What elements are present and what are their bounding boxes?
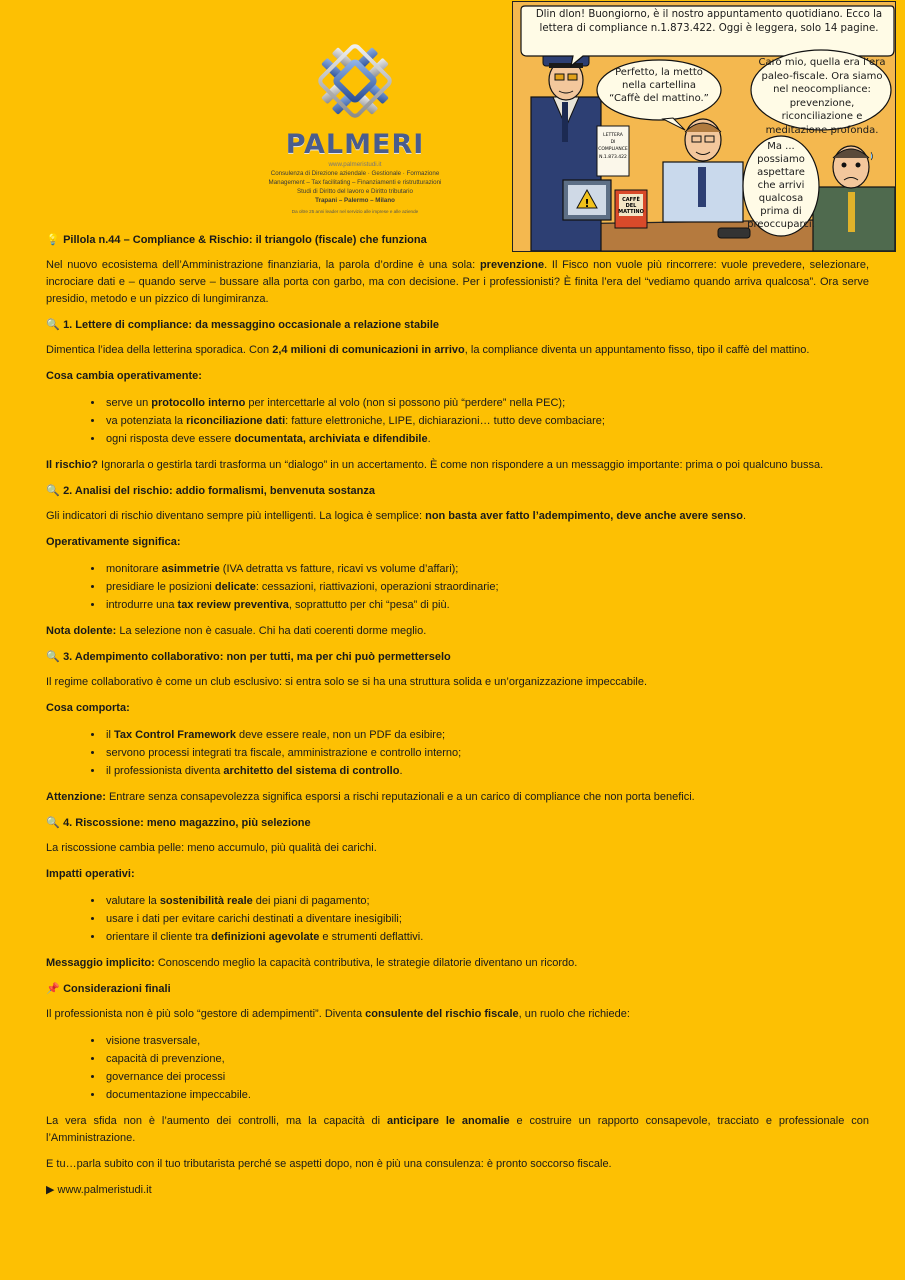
section-1-note: Il rischio? Ignorarla o gestirla tardi trasforma un “dialogo” in un accertamento. È come non rispondere a un messaggio importante: prima o poi qualcuno bussa. xyxy=(46,459,824,471)
list-item: • presidiare le posizioni delicate: cessazioni, riattivazioni, operazioni straordinarie; xyxy=(104,578,869,596)
play-arrow-icon: ▶ xyxy=(46,1184,55,1196)
lightbulb-icon: 💡 xyxy=(46,234,60,246)
speech-bubble-middle: Perfetto, la metto nella cartellina “Caffè del mattino.” xyxy=(609,67,709,104)
magnifier-icon: 🔍 xyxy=(46,319,60,331)
section-1-subheading: Cosa cambia operativamente: xyxy=(46,370,202,382)
logo-line-3: Studi di Diritto del lavoro e Diritto tributario xyxy=(297,188,413,195)
svg-text:CAFFÈ: CAFFÈ xyxy=(622,197,640,203)
article-body xyxy=(46,232,869,1208)
pushpin-icon: 📌 xyxy=(46,983,60,995)
section-2-list xyxy=(46,560,869,614)
svg-text:MATTINO: MATTINO xyxy=(618,209,644,215)
magnifier-icon: 🔍 xyxy=(46,485,60,497)
logo-line-2: Management – Tax facilitating – Finanziamenti e ristrutturazioni xyxy=(268,179,442,186)
list-item: • governance dei processi xyxy=(104,1068,869,1086)
section-3-paragraph: Il regime collaborativo è come un club esclusivo: si entra solo se si ha una struttura solida e un’organizzazione impeccabile. xyxy=(46,676,648,688)
company-logo xyxy=(255,35,455,220)
magnifier-icon: 🔍 xyxy=(46,651,60,663)
svg-text:DEL: DEL xyxy=(625,203,637,209)
list-item: • serve un protocollo interno per intercettarle al volo (non si possono più “perdere” nella PEC); xyxy=(104,394,869,412)
website-link[interactable]: www.palmeristudi.it xyxy=(57,1184,152,1196)
section-1-paragraph: Dimentica l’idea della letterina sporadica. Con 2,4 milioni di comunicazioni in arrivo, la compliance diventa un appuntamento fisso, tipo il caffè del mattino. xyxy=(46,344,810,356)
list-item: • il Tax Control Framework deve essere reale, non un PDF da esibire; xyxy=(104,726,869,744)
logo-line-1: Consulenza di Direzione aziendale · Gestionale · Formazione xyxy=(270,170,440,177)
section-3-list xyxy=(46,726,869,780)
list-item: • orientare il cliente tra definizioni agevolate e strumenti deflattivi. xyxy=(104,928,869,946)
section-3-subheading: Cosa comporta: xyxy=(46,702,130,714)
comic-illustration xyxy=(512,1,896,252)
coffee-folder xyxy=(615,190,647,228)
final-paragraph-2: La vera sfida non è l’aumento dei controlli, ma la capacità di anticipare le anomalie e costruire un rapporto consapevole, tracciato e professionale con l’Amministrazione. xyxy=(46,1115,869,1144)
section-2-note: Nota dolente: La selezione non è casuale. Chi ha dati coerenti dorme meglio. xyxy=(46,625,427,637)
speech-bubble-top: Dlin dlon! Buongiorno, è il nostro appuntamento quotidiano. Ecco la lettera di compliance n.1.873.422. Oggi è leggera, solo 14 pagine. xyxy=(535,9,883,34)
computer-monitor xyxy=(563,180,611,220)
section-2-subheading: Operativamente significa: xyxy=(46,536,181,548)
final-paragraph: Il professionista non è più solo “gestore di adempimenti”. Diventa consulente del rischio fiscale, un ruolo che richiede: xyxy=(46,1008,630,1020)
speech-bubble-bottom: Ma ... possiamo aspettare che arrivi qualcosa prima di preoccuparci. xyxy=(747,141,815,230)
svg-text:N.1.873.422: N.1.873.422 xyxy=(599,155,627,160)
speech-bubble-right: Caro mio, quella era l’era paleo-fiscale. Ora siamo nel neocompliance: prevenzione, riconciliazione e meditazione profonda. xyxy=(758,57,886,136)
list-item: • ogni risposta deve essere documentata, archiviata e difendibile. xyxy=(104,430,869,448)
section-4-title: 🔍 4. Riscossione: meno magazzino, più selezione xyxy=(46,815,869,832)
svg-text:LETTERA: LETTERA xyxy=(603,133,623,138)
section-4-paragraph: La riscossione cambia pelle: meno accumulo, più qualità dei carichi. xyxy=(46,842,377,854)
palmeri-knot-icon xyxy=(310,35,400,127)
section-3-note: Attenzione: Entrare senza consapevolezza significa esporsi a rischi reputazionali e a un carico di compliance che non porta benefici. xyxy=(46,791,695,803)
section-4-list xyxy=(46,892,869,946)
list-item: • il professionista diventa architetto del sistema di controllo. xyxy=(104,762,869,780)
final-list xyxy=(46,1032,869,1104)
svg-text:!: ! xyxy=(584,197,590,210)
article-title: 💡 Pillola n.44 – Compliance & Rischio: il triangolo (fiscale) che funziona xyxy=(46,232,869,249)
compliance-letter xyxy=(597,126,629,176)
logo-website: www.palmeristudi.it xyxy=(328,161,382,168)
list-item: • valutare la sostenibilità reale dei piani di pagamento; xyxy=(104,892,869,910)
section-4-subheading: Impatti operativi: xyxy=(46,868,135,880)
final-paragraph-3: E tu…parla subito con il tuo tributarista perché se aspetti dopo, non è più una consulenza: è pronto soccorso fiscale. xyxy=(46,1158,612,1170)
section-2-paragraph: Gli indicatori di rischio diventano sempre più intelligenti. La logica è semplice: non basta aver fatto l’adempimento, deve anche avere senso. xyxy=(46,510,747,522)
section-2-title: 🔍 2. Analisi del rischio: addio formalismi, benvenuta sostanza xyxy=(46,483,869,500)
svg-text:DI: DI xyxy=(610,140,616,145)
final-title: 📌 Considerazioni finali xyxy=(46,981,869,998)
logo-line-5: Da oltre 25 anni leader nel servizio alle imprese e alle aziende xyxy=(291,209,419,214)
magnifier-icon: 🔍 xyxy=(46,817,60,829)
section-1-title: 🔍 1. Lettere di compliance: da messaggino occasionale a relazione stabile xyxy=(46,317,869,334)
svg-text:COMPLIANCE: COMPLIANCE xyxy=(598,147,628,152)
list-item: • capacità di prevenzione, xyxy=(104,1050,869,1068)
list-item: • monitorare asimmetrie (IVA detratta vs fatture, ricavi vs volume d’affari); xyxy=(104,560,869,578)
brand-name: PALMERI xyxy=(285,129,425,160)
intro-paragraph: Nel nuovo ecosistema dell’Amministrazione finanziaria, la parola d’ordine è una sola: prevenzione. Il Fisco non vuole più rincorrere: vuole prevedere, selezionare, incrociare dati e – quando serve – bussare alla porta con garbo, ma con decisione. Per i professionisti? È finita l’era del “vediamo quando arriva qualcosa”. Ora serve presidio, metodo e un pizzico di lungimiranza. xyxy=(46,259,869,305)
section-1-list xyxy=(46,394,869,448)
list-item: • visione trasversale, xyxy=(104,1032,869,1050)
section-3-title: 🔍 3. Adempimento collaborativo: non per tutti, ma per chi può permetterselo xyxy=(46,649,869,666)
list-item: • servono processi integrati tra fiscale, amministrazione e controllo interno; xyxy=(104,744,869,762)
list-item: • usare i dati per evitare carichi destinati a diventare inesigibili; xyxy=(104,910,869,928)
section-4-note: Messaggio implicito: Conoscendo meglio la capacità contributiva, le strategie dilatorie diventano un ricordo. xyxy=(46,957,578,969)
logo-line-4: Trapani – Palermo – Milano xyxy=(315,197,395,204)
list-item: • va potenziata la riconciliazione dati: fatture elettroniche, LIPE, dichiarazioni… tutto deve combaciare; xyxy=(104,412,869,430)
list-item: • documentazione impeccabile. xyxy=(104,1086,869,1104)
list-item: • introdurre una tax review preventiva, soprattutto per chi “pesa” di più. xyxy=(104,596,869,614)
website-link-line xyxy=(46,1182,869,1199)
